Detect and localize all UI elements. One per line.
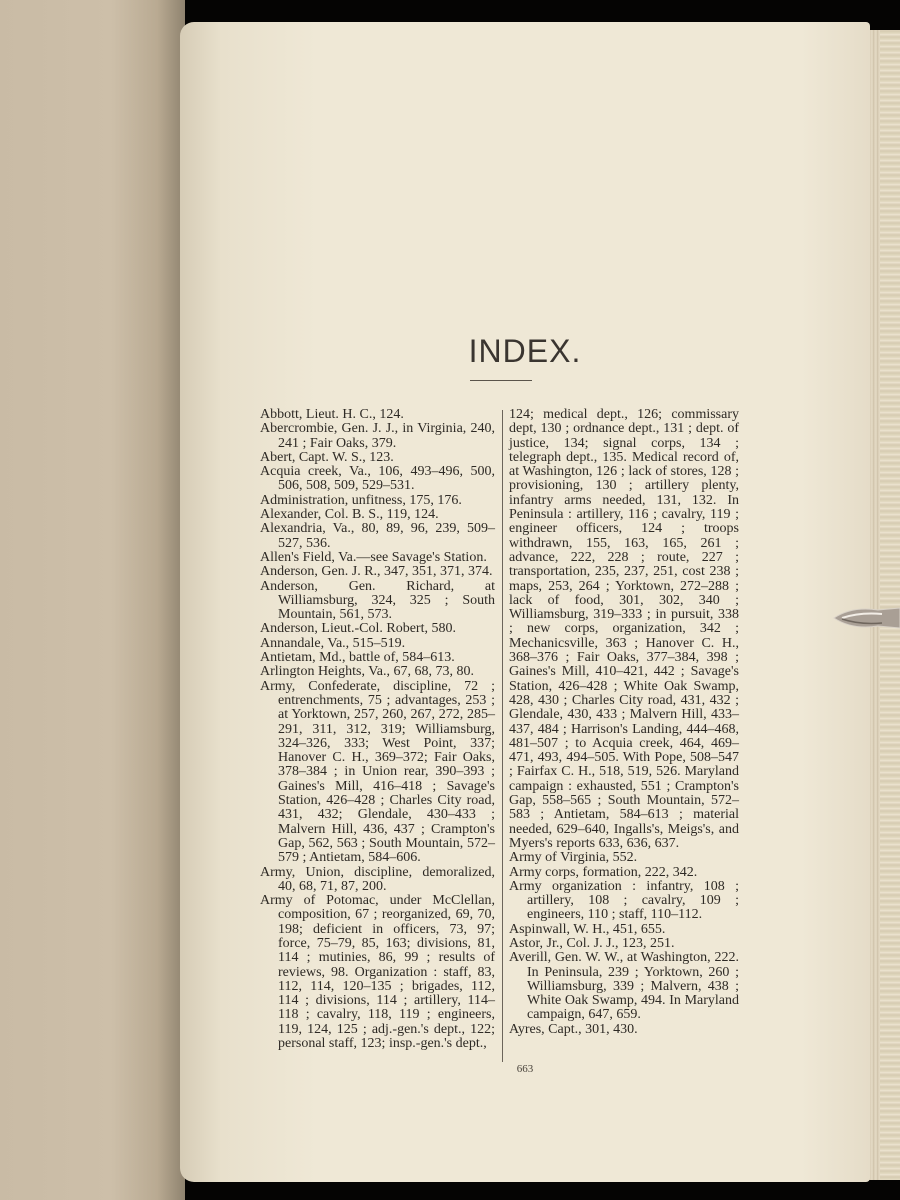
index-entry: Allen's Field, Va.—see Savage's Station.	[260, 549, 487, 565]
index-entry: Arlington Heights, Va., 67, 68, 73, 80.	[260, 664, 475, 680]
page-clip-icon	[832, 600, 900, 636]
index-entry: Annandale, Va., 515–519.	[260, 635, 406, 651]
column-divider	[502, 410, 503, 1062]
index-entry: Abert, Capt. W. S., 123.	[260, 449, 394, 465]
index-entry: Army of Virginia, 552.	[509, 850, 638, 866]
title-rule	[470, 380, 532, 381]
index-column-left	[260, 408, 495, 1051]
index-entry: Averill, Gen. W. W., at Washington, 222. In Peninsula, 239 ; Yorktown, 260 ; Williamsburg, 339 ; Malvern, 438 ; White Oak Swamp, 494. In Maryland campaign, 647, 659.	[509, 950, 739, 1023]
index-entry: Army of Potomac, under McClellan, composition, 67 ; reorganized, 69, 70, 198; deficient in officers, 73, 97; force, 75–79, 85, 163; divisions, 81, 114 ; mutinies, 86, 99 ; results of reviews, 98. Organization : staff, 83, 112, 114, 120–135 ; brigades, 112, 114 ; divisions, 114 ; artillery, 114–118 ; cavalry, 118, 119 ; engineers, 119, 124, 125 ; adj.-gen.'s dept., 122; personal staff, 123; insp.-gen.'s dept.,	[260, 893, 495, 1052]
page-number: 663	[516, 1063, 534, 1075]
index-entry: Abercrombie, Gen. J. J., in Virginia, 240, 241 ; Fair Oaks, 379.	[260, 421, 495, 451]
index-entry: Army corps, formation, 222, 342.	[509, 864, 698, 880]
index-entry: Aspinwall, W. H., 451, 655.	[509, 921, 666, 937]
index-entry: Antietam, Md., battle of, 584–613.	[260, 650, 455, 666]
index-entry-continuation: 124; medical dept., 126; commissary dept, 130 ; ordnance dept., 131 ; dept. of justice, 134; signal corps, 134 ; telegraph dept., 135. Medical record of, at Washington, 126 ; lack of stores, 128 ; provisioning, 130 ; artillery plenty, infantry arms needed, 131, 132. In Peninsula : artillery, 116 ; cavalry, 119 ; engineer officers, 124 ; troops withdrawn, 155, 163, 165, 261 ; advance, 222, 228 ; route, 227 ; transportation, 235, 237, 251, cost 238 ; maps, 253, 264 ; Yorktown, 272–288 ; lack of food, 301, 302, 340 ; Williamsburg, 319–333 ; in pursuit, 338 ; new corps, organization, 342 ; Mechanicsville, 363 ; Hanover C. H., 368–376 ; Fair Oaks, 377–384, 398 ; Gaines's Mill, 410–421, 442 ; Savage's Station, 426–428 ; White Oak Swamp, 428, 430 ; Charles City road, 431, 432 ; Glendale, 430, 433 ; Malvern Hill, 433–437, 484 ; Harrison's Landing, 444–468, 481–507 ; to Acquia creek, 464, 469–471, 493, 494–505. With Pope, 508–547 ; Fairfax C. H., 518, 519, 526. Maryland campaign : exhausted, 551 ; Crampton's Gap, 558–565 ; South Mountain, 572–583 ; Antietam, 584–613 ; material needed, 629–640, Ingalls's, Meigs's, and Myers's reports 633, 636, 637.	[509, 407, 739, 851]
index-column-right	[509, 408, 739, 1037]
index-entry: Army, Confederate, discipline, 72 ; entrenchments, 75 ; advantages, 253 ; at Yorktown, 257, 260, 267, 272, 285–291, 311, 312, 319; Williamsburg, 324–326, 333; West Point, 337; Hanover C. H., 369–372; Fair Oaks, 378–384 ; in Union rear, 390–393 ; Gaines's Mill, 416–418 ; Savage's Station, 426–428 ; Charles City road, 431, 432; Glendale, 430–433 ; Malvern Hill, 436, 437 ; Crampton's Gap, 562, 563 ; South Mountain, 572–579 ; Antietam, 584–606.	[260, 678, 495, 866]
index-entry: Anderson, Gen. Richard, at Williamsburg, 324, 325 ; South Mountain, 561, 573.	[260, 578, 495, 623]
book-page	[180, 22, 870, 1182]
index-entry: Anderson, Lieut.-Col. Robert, 580.	[260, 621, 456, 637]
index-entry: Anderson, Gen. J. R., 347, 351, 371, 374.	[260, 564, 493, 580]
index-entry: Administration, unfitness, 175, 176.	[260, 492, 462, 508]
index-entry: Astor, Jr., Col. J. J., 123, 251.	[509, 935, 675, 951]
page-title: INDEX.	[468, 333, 582, 370]
index-entry: Alexander, Col. B. S., 119, 124.	[260, 507, 439, 523]
index-entry: Army, Union, discipline, demoralized, 40, 68, 71, 87, 200.	[260, 864, 495, 894]
index-entry: Army organization : infantry, 108 ; artillery, 108 ; cavalry, 109 ; engineers, 110 ; staff, 110–112.	[509, 878, 739, 923]
index-entry: Abbott, Lieut. H. C., 124.	[260, 407, 404, 422]
index-entry: Alexandria, Va., 80, 89, 96, 239, 509–527, 536.	[260, 521, 495, 551]
facing-page	[0, 0, 185, 1200]
index-entry: Acquia creek, Va., 106, 493–496, 500, 506, 508, 509, 529–531.	[260, 464, 495, 494]
index-entry: Ayres, Capt., 301, 430.	[509, 1021, 638, 1037]
